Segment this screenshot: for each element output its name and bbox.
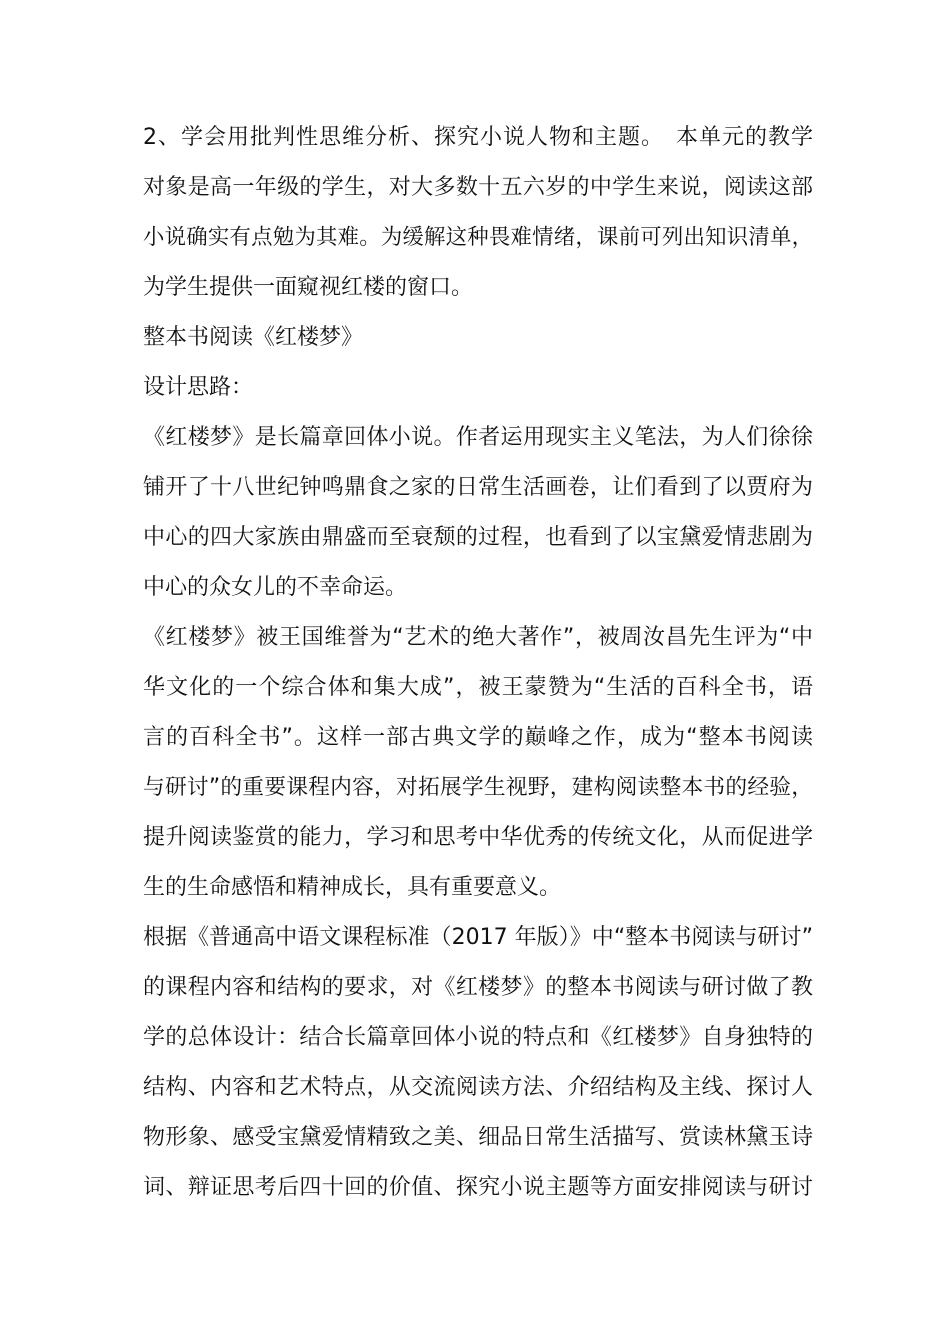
text-line-9: 中心的四大家族由鼎盛而至衰颓的过程，也看到了以宝黛爱情悲剧为	[143, 525, 813, 550]
text-line-20: 结构、内容和艺术特点，从交流阅读方法、介绍结构及主线、探讨人	[143, 1075, 813, 1100]
text-line-14: 与研讨”的重要课程内容，对拓展学生视野，建构阅读整本书的经验，	[143, 775, 813, 800]
text-line-8: 铺开了十八世纪钟鸣鼎食之家的日常生活画卷，让们看到了以贾府为	[143, 475, 813, 500]
text-line-19: 学的总体设计：结合长篇章回体小说的特点和《红楼梦》自身独特的	[143, 1025, 813, 1050]
text-line-15: 提升阅读鉴赏的能力，学习和思考中华优秀的传统文化，从而促进学	[143, 825, 813, 850]
section-title: 整本书阅读《红楼梦》	[143, 325, 364, 350]
text-line-7: 《红楼梦》是长篇章回体小说。作者运用现实主义笔法，为人们徐徐	[143, 425, 813, 450]
text-line-16: 生的生命感悟和精神成长，具有重要意义。	[143, 875, 562, 900]
text-line-13: 言的百科全书”。这样一部古典文学的巅峰之作，成为“整本书阅读	[143, 725, 813, 750]
text-line-2: 对象是高一年级的学生，对大多数十五六岁的中学生来说，阅读这部	[143, 175, 813, 200]
text-line-11: 《红楼梦》被王国维誉为“艺术的绝大著作”，被周汝昌先生评为“中	[143, 625, 813, 650]
text-line-18: 的课程内容和结构的要求，对《红楼梦》的整本书阅读与研讨做了教	[143, 975, 813, 1000]
text-line-12: 华文化的一个综合体和集大成”，被王蒙赞为“生活的百科全书，语	[143, 675, 813, 700]
text-line-3: 小说确实有点勉为其难。为缓解这种畏难情绪，课前可列出知识清单，	[143, 225, 813, 250]
text-line-1: 2、学会用批判性思维分析、探究小说人物和主题。 本单元的教学	[143, 125, 813, 150]
text-line-10: 中心的众女儿的不幸命运。	[143, 575, 408, 600]
text-line-22: 词、辩证思考后四十回的价值、探究小说主题等方面安排阅读与研讨	[143, 1175, 813, 1200]
text-line-17: 根据《普通高中语文课程标准（2017 年版）》中“整本书阅读与研讨”	[143, 925, 813, 950]
text-line-4: 为学生提供一面窥视红楼的窗口。	[143, 275, 474, 300]
document-body	[143, 113, 813, 1213]
text-line-21: 物形象、感受宝黛爱情精致之美、细品日常生活描写、赏读林黛玉诗	[143, 1125, 813, 1150]
section-subtitle: 设计思路：	[143, 375, 254, 400]
